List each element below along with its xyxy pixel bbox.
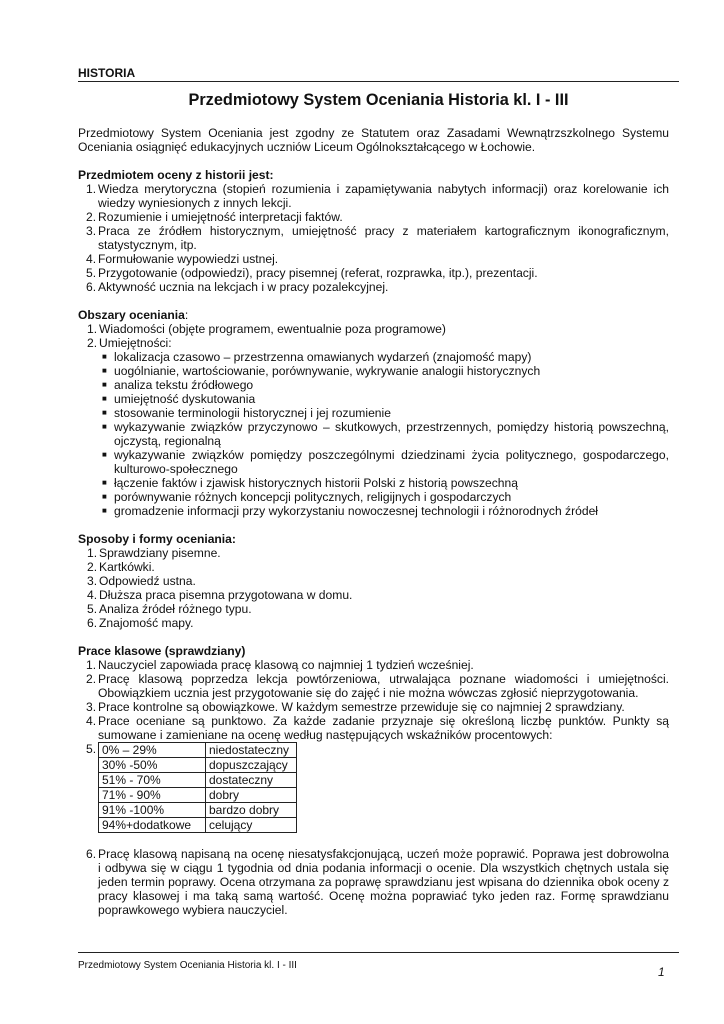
document-body xyxy=(78,126,669,917)
list-item: 4. Dłuższa praca pisemna przygotowana w domu. xyxy=(87,588,353,602)
header-label: HISTORIA xyxy=(78,66,136,80)
obszary-list xyxy=(78,322,669,350)
list-item: 1. Nauczyciel zapowiada pracę klasową co najmniej 1 tydzień wcześniej. xyxy=(86,658,474,672)
list-item: 6. Znajomość mapy. xyxy=(87,616,194,630)
list-item: 2. Pracę klasową poprzedza lekcja powtórzeniowa, utrwalająca poznane wiadomości i umiejętności. Obowiązkiem ucznia jest przygotowanie się do zajęć i nie można wówczas zgłosić nieprzygotowania. xyxy=(86,672,669,700)
list-item: 6. Aktywność ucznia na lekcjach i w pracy pozalekcyjnej. xyxy=(86,280,389,294)
table-row: 30% -50% dopuszczający xyxy=(99,758,297,773)
section-heading-prace: Prace klasowe (sprawdziany) xyxy=(78,644,246,658)
list-item: ■ gromadzenie informacji przy wykorzystaniu nowoczesnej technologii i różnorodnych źródeł xyxy=(102,504,598,518)
list-item: 4. Formułowanie wypowiedzi ustnej. xyxy=(86,252,279,266)
list-item: ■ analiza tekstu źródłowego xyxy=(102,378,254,392)
list-item: 1. Sprawdziany pisemne. xyxy=(87,546,221,560)
table-row: 94%+dodatkowe celujący xyxy=(99,818,297,833)
list-item: ■ uogólnianie, wartościowanie, porównywanie, wykrywanie analogii historycznych xyxy=(102,364,541,378)
intro-paragraph: Przedmiotowy System Oceniania jest zgodny ze Statutem oraz Zasadami Wewnątrzszkolnego Systemu Oceniania osiągnięć edukacyjnych uczniów Liceum Ogólnokształcącego w Łochowie. xyxy=(78,126,669,154)
page-title: Przedmiotowy System Oceniania Historia kl. I - III xyxy=(188,91,569,109)
list-item: 3. Prace kontrolne są obowiązkowe. W każdym semestrze przewiduje się co najmniej 2 sprawdziany. xyxy=(86,700,625,714)
section-heading-sposoby: Sposoby i formy oceniania: xyxy=(78,532,236,546)
list-item: 5. Przygotowanie (odpowiedzi), pracy pisemnej (referat, rozprawka, itp.), prezentacji. xyxy=(86,266,538,280)
footer-divider xyxy=(78,952,679,953)
page-number: 1 xyxy=(658,965,665,979)
table-row: 51% - 70% dostateczny xyxy=(99,773,297,788)
list-item: 6. Pracę klasową napisaną na ocenę niesatysfakcjonującą, uczeń może poprawić. Poprawa jest dobrowolna i odbywa się w ciągu 1 tygodnia od dnia podania informacji o ocenie. Dla wszystkich chętnych ustala się jeden termin poprawy. Ocena otrzymana za poprawę sprawdzianu jest wpisana do dziennika obok oceny z pracy klasowej i ma taką samą wartość. Ocenę można poprawiać tyko jeden raz. Formę sprawdzianu poprawkowego wybiera nauczyciel. xyxy=(86,847,669,917)
list-item: 5. Analiza źródeł różnego typu. xyxy=(87,602,252,616)
section-heading-przedmiot: Przedmiotem oceny z historii jest: xyxy=(78,168,274,182)
list-item: 2. Umiejętności: xyxy=(87,336,172,350)
list-item: ■ łączenie faktów i zjawisk historycznych historii Polski z historią powszechną xyxy=(102,476,518,490)
section-heading-obszary: Obszary oceniania: xyxy=(78,308,189,322)
przedmiot-list xyxy=(78,182,669,294)
footer-text: Przedmiotowy System Oceniania Historia kl. I - III xyxy=(78,960,297,971)
prace-list-cont xyxy=(78,847,669,917)
list-item: 4. Prace oceniane są punktowo. Za każde zadanie przyznaje się określoną liczbę punktów. Punkty są sumowane i zamieniane na ocenę według następujących wskaźników procentowych: xyxy=(86,714,669,742)
table-row: 71% - 90% dobry xyxy=(99,788,297,803)
list-item: ■ wykazywanie związków przyczynowo – skutkowych, przestrzennych, pomiędzy historią powszechną, ojczystą, regionalną xyxy=(102,420,669,448)
list-item: 3. Odpowiedź ustna. xyxy=(87,574,196,588)
list-item: 1. Wiedza merytoryczna (stopień rozumienia i zapamiętywania nabytych informacji) oraz korelowanie ich wiedzy wyniesionych z innych lekcji. xyxy=(86,182,669,210)
sposoby-list xyxy=(78,546,669,630)
header-divider xyxy=(78,81,679,82)
prace-list: 1. Nauczyciel zapowiada pracę klasową co najmniej 1 tydzień wcześniej. 2. Pracę klasową poprzedza lekcja powtórzeniowa, utrwalająca poznane wiadomości i umiejętności. Obowiązkiem ucznia jest przygotowanie się do zajęć i nie można wówczas zgłosić nieprzygotowania. 3. Prace kontrolne są obowiązkowe. W każdym semestrze przewiduje się co najmniej 2 sprawdziany. 4. Prace oceniane są punktowo. Za każde zadanie przyznaje się określoną liczbę punktów. Punkty są sumowane i zamieniane na ocenę według następujących wskaźników procentowych: 5. xyxy=(78,658,669,742)
list-item: 3. Praca ze źródłem historycznym, umiejętność pracy z materiałem kartograficznym ikonograficznym, statystycznym, itp. xyxy=(86,224,669,252)
list-item: 1. Wiadomości (objęte programem, ewentualnie poza programowe) xyxy=(87,322,446,336)
list-item: ■ lokalizacja czasowo – przestrzenna omawianych wydarzeń (znajomość mapy) xyxy=(102,350,532,364)
list-item: ■ umiejętność dyskutowania xyxy=(102,392,256,406)
grade-table xyxy=(98,742,297,833)
list-item: 2. Kartkówki. xyxy=(87,560,155,574)
list-item: 2. Rozumienie i umiejętność interpretacji faktów. xyxy=(86,210,343,224)
skills-list xyxy=(78,350,669,518)
list-item: ■ stosowanie terminologii historycznej i jej rozumienie xyxy=(102,406,391,420)
table-row: 0% – 29% niedostateczny xyxy=(99,743,297,758)
list-item: ■ wykazywanie związków pomiędzy poszczególnymi dziedzinami życia politycznego, gospodarczego, kulturowo-społecznego xyxy=(102,448,669,476)
list-item: ■ porównywanie różnych koncepcji politycznych, religijnych i gospodarczych xyxy=(102,490,512,504)
table-row: 91% -100% bardzo dobry xyxy=(99,803,297,818)
